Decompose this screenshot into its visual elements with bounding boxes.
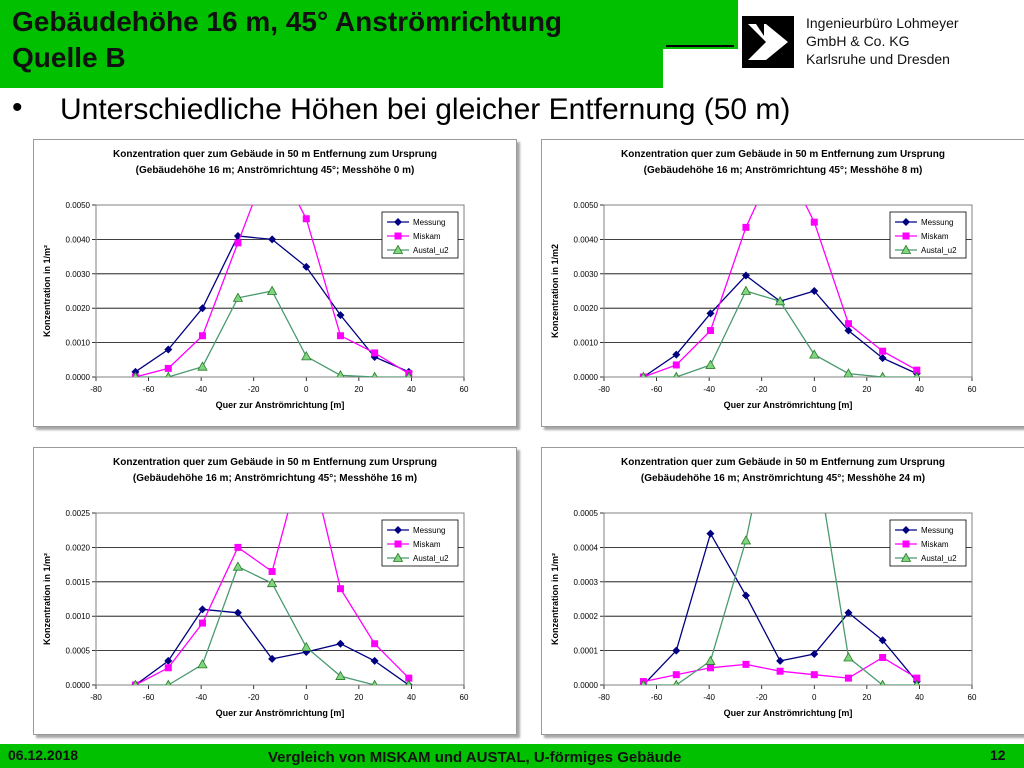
y-axis-label: Konzentration in 1/m² bbox=[42, 245, 52, 337]
y-axis-label: Konzentration in 1/m2 bbox=[550, 243, 560, 339]
y-tick-label: 0.0050 bbox=[573, 201, 598, 210]
y-tick-label: 0.0020 bbox=[65, 543, 90, 553]
y-tick-label: 0.0004 bbox=[573, 543, 598, 553]
bullet-text: Unterschiedliche Höhen bei gleicher Entfernung (50 m) bbox=[60, 93, 791, 126]
x-tick-label: 0 bbox=[812, 385, 817, 394]
y-tick-label: 0.0010 bbox=[573, 338, 598, 348]
data-point bbox=[165, 365, 172, 372]
legend-label: Messung bbox=[921, 218, 954, 227]
legend-label: Miskam bbox=[413, 540, 441, 549]
y-tick-label: 0.0015 bbox=[65, 577, 90, 587]
y-tick-label: 0.0005 bbox=[573, 509, 598, 518]
data-point bbox=[811, 671, 818, 678]
x-tick-label: 60 bbox=[967, 385, 977, 394]
series-line-messung bbox=[643, 276, 916, 378]
data-point bbox=[268, 579, 277, 587]
x-axis-label: Quer zur Anströmrichtung [m] bbox=[215, 708, 345, 718]
data-point bbox=[845, 320, 852, 327]
company-name bbox=[806, 14, 959, 68]
y-tick-label: 0.0003 bbox=[573, 577, 598, 587]
x-tick-label: 0 bbox=[304, 693, 309, 702]
legend-label: Messung bbox=[921, 526, 954, 535]
y-tick-label: 0.0040 bbox=[65, 235, 90, 245]
chart-0 bbox=[33, 139, 517, 427]
company-line: Karlsruhe und Dresden bbox=[806, 51, 950, 67]
chart-subtitle: (Gebäudehöhe 16 m; Anströmrichtung 45°; Messhöhe 16 m) bbox=[132, 473, 418, 484]
page-number: 12 bbox=[990, 747, 1006, 763]
legend-marker bbox=[903, 541, 910, 548]
data-point bbox=[268, 287, 277, 295]
data-point bbox=[198, 362, 207, 370]
y-tick-label: 0.0040 bbox=[573, 235, 598, 245]
data-point bbox=[269, 568, 276, 575]
x-tick-label: -40 bbox=[703, 385, 715, 394]
x-tick-label: -80 bbox=[90, 385, 102, 394]
x-tick-label: -60 bbox=[650, 385, 663, 394]
legend-label: Messung bbox=[413, 218, 446, 227]
data-point bbox=[845, 675, 852, 682]
x-tick-label: 0 bbox=[304, 385, 309, 394]
x-tick-label: 20 bbox=[862, 385, 872, 394]
chart-title: Konzentration quer zum Gebäude in 50 m Entfernung zum Ursprung bbox=[621, 457, 945, 468]
data-point bbox=[706, 656, 715, 664]
y-axis-label: Konzentration in 1/m² bbox=[550, 553, 560, 645]
title-underline bbox=[666, 45, 734, 47]
legend-label: Miskam bbox=[921, 540, 949, 549]
x-tick-label: -40 bbox=[703, 693, 715, 702]
chart-3-plot bbox=[542, 448, 1024, 734]
x-tick-label: 0 bbox=[812, 693, 817, 702]
data-point bbox=[707, 664, 714, 671]
legend-label: Messung bbox=[413, 526, 446, 535]
data-point bbox=[303, 215, 310, 222]
legend-label: Austal_u2 bbox=[921, 246, 957, 255]
y-tick-label: 0.0005 bbox=[65, 646, 90, 656]
data-point bbox=[199, 620, 206, 627]
y-tick-label: 0.0000 bbox=[573, 681, 598, 690]
company-line: Ingenieurbüro Lohmeyer bbox=[806, 15, 959, 31]
data-point bbox=[844, 653, 853, 661]
data-point bbox=[706, 360, 715, 368]
x-tick-label: -20 bbox=[247, 693, 260, 702]
legend-label: Austal_u2 bbox=[413, 246, 449, 255]
x-tick-label: 60 bbox=[459, 385, 469, 394]
company-logo-arrow-icon bbox=[742, 16, 794, 68]
x-tick-label: -60 bbox=[650, 693, 663, 702]
y-tick-label: 0.0001 bbox=[573, 646, 598, 656]
data-point bbox=[706, 530, 714, 538]
data-point bbox=[337, 332, 344, 339]
x-tick-label: 40 bbox=[914, 385, 924, 394]
data-point bbox=[371, 657, 379, 665]
data-point bbox=[777, 668, 784, 675]
x-tick-label: 20 bbox=[354, 693, 364, 702]
chart-2-plot bbox=[34, 448, 516, 734]
data-point bbox=[673, 361, 680, 368]
data-point bbox=[198, 660, 207, 668]
y-axis-label: Konzentration in 1/m² bbox=[42, 553, 52, 645]
x-tick-label: -80 bbox=[90, 693, 102, 702]
footer-title: Vergleich von MISKAM und AUSTAL, U-förmiges Gebäude bbox=[268, 749, 682, 766]
x-tick-label: -40 bbox=[195, 385, 207, 394]
series-line-messung bbox=[135, 609, 408, 685]
series-line-messung bbox=[135, 236, 408, 372]
x-tick-label: -80 bbox=[598, 385, 610, 394]
page-title: Gebäudehöhe 16 m, 45° Anströmrichtung Quelle B bbox=[12, 6, 563, 73]
chart-1 bbox=[541, 139, 1024, 427]
data-point bbox=[742, 592, 750, 600]
x-tick-label: 20 bbox=[862, 693, 872, 702]
data-point bbox=[165, 664, 172, 671]
chart-title: Konzentration quer zum Gebäude in 50 m Entfernung zum Ursprung bbox=[113, 149, 437, 160]
chart-subtitle: (Gebäudehöhe 16 m; Anströmrichtung 45°; Messhöhe 0 m) bbox=[135, 165, 415, 176]
data-point bbox=[234, 239, 241, 246]
legend-label: Miskam bbox=[921, 232, 949, 241]
legend-label: Miskam bbox=[413, 232, 441, 241]
data-point bbox=[337, 585, 344, 592]
x-tick-label: 60 bbox=[967, 693, 977, 702]
x-tick-label: 40 bbox=[406, 385, 416, 394]
legend-label: Austal_u2 bbox=[921, 554, 957, 563]
data-point bbox=[811, 219, 818, 226]
y-tick-label: 0.0050 bbox=[65, 201, 90, 210]
x-tick-label: -60 bbox=[142, 385, 155, 394]
title-band-extension bbox=[663, 0, 738, 49]
x-axis-label: Quer zur Anströmrichtung [m] bbox=[723, 708, 853, 718]
x-axis-label: Quer zur Anströmrichtung [m] bbox=[723, 400, 853, 410]
x-tick-label: -80 bbox=[598, 693, 610, 702]
y-tick-label: 0.0030 bbox=[65, 269, 90, 279]
x-tick-label: -20 bbox=[755, 385, 768, 394]
series-line-austal_u2 bbox=[135, 291, 408, 377]
data-point bbox=[302, 352, 311, 360]
data-point bbox=[234, 544, 241, 551]
data-point bbox=[302, 643, 311, 651]
data-point bbox=[199, 332, 206, 339]
legend-label: Austal_u2 bbox=[413, 554, 449, 563]
chart-2 bbox=[33, 447, 517, 735]
chart-title: Konzentration quer zum Gebäude in 50 m Entfernung zum Ursprung bbox=[621, 149, 945, 160]
y-tick-label: 0.0020 bbox=[573, 304, 598, 314]
legend-marker bbox=[395, 233, 402, 240]
data-point bbox=[776, 657, 784, 665]
y-tick-label: 0.0020 bbox=[65, 304, 90, 314]
y-tick-label: 0.0002 bbox=[573, 612, 598, 622]
chart-3 bbox=[541, 447, 1024, 735]
x-tick-label: -60 bbox=[142, 693, 155, 702]
y-tick-label: 0.0010 bbox=[65, 612, 90, 622]
x-tick-label: -20 bbox=[755, 693, 768, 702]
y-tick-label: 0.0000 bbox=[65, 681, 90, 690]
x-tick-label: 40 bbox=[914, 693, 924, 702]
data-point bbox=[879, 654, 886, 661]
data-point bbox=[844, 369, 853, 377]
y-tick-label: 0.0010 bbox=[65, 338, 90, 348]
data-point bbox=[198, 605, 206, 613]
company-line: GmbH & Co. KG bbox=[806, 33, 910, 49]
data-point bbox=[673, 671, 680, 678]
y-tick-label: 0.0025 bbox=[65, 509, 90, 518]
x-tick-label: -40 bbox=[195, 693, 207, 702]
y-tick-label: 0.0030 bbox=[573, 269, 598, 279]
data-point bbox=[741, 536, 750, 544]
data-point bbox=[742, 661, 749, 668]
series-line-miskam bbox=[135, 153, 408, 377]
data-point bbox=[879, 348, 886, 355]
data-point bbox=[336, 640, 344, 648]
data-point bbox=[810, 350, 819, 358]
chart-0-plot bbox=[34, 140, 516, 426]
chart-title: Konzentration quer zum Gebäude in 50 m Entfernung zum Ursprung bbox=[113, 457, 437, 468]
x-tick-label: 40 bbox=[406, 693, 416, 702]
legend-marker bbox=[903, 233, 910, 240]
x-tick-label: -20 bbox=[247, 385, 260, 394]
footer-date: 06.12.2018 bbox=[8, 747, 79, 763]
x-tick-label: 60 bbox=[459, 693, 469, 702]
x-axis-label: Quer zur Anströmrichtung [m] bbox=[215, 400, 345, 410]
data-point bbox=[336, 371, 345, 379]
data-point bbox=[742, 224, 749, 231]
x-tick-label: 20 bbox=[354, 385, 364, 394]
data-point bbox=[233, 562, 242, 570]
data-point bbox=[371, 640, 378, 647]
data-point bbox=[371, 349, 378, 356]
data-point bbox=[741, 287, 750, 295]
chart-subtitle: (Gebäudehöhe 16 m; Anströmrichtung 45°; Messhöhe 8 m) bbox=[643, 165, 923, 176]
data-point bbox=[707, 327, 714, 334]
chart-subtitle: (Gebäudehöhe 16 m; Anströmrichtung 45°; Messhöhe 24 m) bbox=[640, 473, 926, 484]
y-tick-label: 0.0000 bbox=[573, 373, 598, 382]
chart-1-plot bbox=[542, 140, 1024, 426]
series-line-miskam bbox=[643, 153, 916, 377]
legend-marker bbox=[395, 541, 402, 548]
y-tick-label: 0.0000 bbox=[65, 373, 90, 382]
bullet-marker: • bbox=[12, 91, 23, 124]
